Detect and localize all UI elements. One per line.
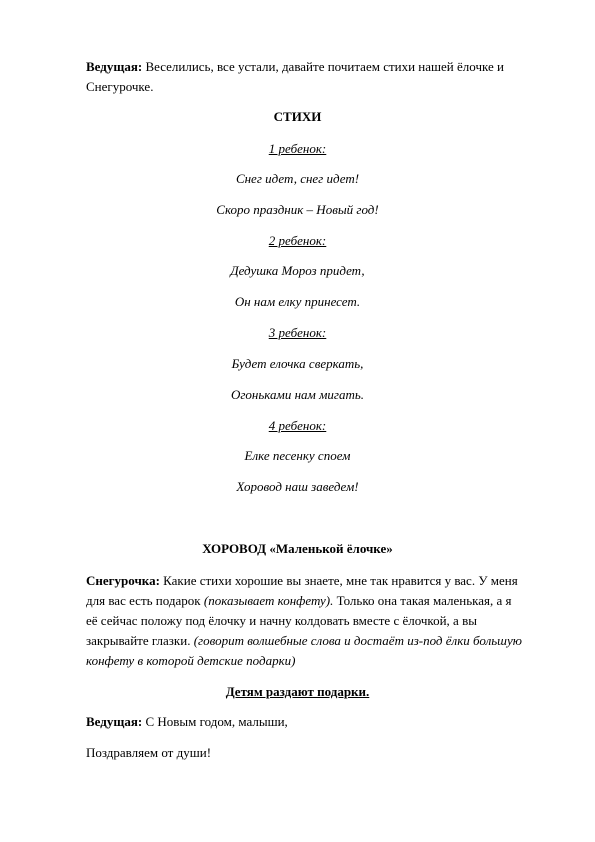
- khorovod-heading: ХОРОВОД «Маленькой ёлочке»: [202, 541, 393, 556]
- poem-line: Снег идет, снег идет!: [235, 171, 360, 186]
- poem-line: Огоньками нам мигать.: [230, 387, 365, 402]
- poem-line: Елке песенку споем: [244, 448, 351, 463]
- closing-text: С Новым годом, малыши,: [142, 714, 288, 729]
- poems-heading: СТИХИ: [273, 109, 322, 124]
- speaker-label: Снегурочка:: [86, 573, 160, 588]
- closing-line: Поздравляем от души!: [86, 745, 212, 760]
- poem-line: Будет елочка сверкать,: [231, 356, 364, 371]
- snegurochka-text: Какие стихи хорошие вы знаете, мне так нравится у вас. У меня для вас есть подарок: [86, 573, 518, 608]
- snegurochka-text: Только она такая маленькая, а я её сейчас положу под ёлочку и начну колдовать вместе с ёлочкой, а вы закрывайте глазки.: [86, 593, 512, 648]
- child-label-3: 3 ребенок:: [268, 325, 327, 340]
- child-label-1: 1 ребенок:: [268, 141, 327, 156]
- poem-line: Скоро праздник – Новый год!: [216, 202, 379, 217]
- poem-line: Дедушка Мороз придет,: [230, 263, 365, 278]
- poem-line: Он нам елку принесет.: [234, 294, 361, 309]
- intro-paragraph: [86, 57, 526, 97]
- snegurochka-paragraph: [86, 571, 526, 671]
- gifts-heading: Детям раздают подарки.: [225, 684, 370, 699]
- child-label-4: 4 ребенок:: [268, 418, 327, 433]
- speaker-label: Ведущая:: [86, 59, 143, 74]
- closing-paragraph: [86, 712, 526, 732]
- speaker-label: Ведущая:: [86, 714, 143, 729]
- stage-direction: (показывает конфету).: [203, 593, 334, 608]
- child-label-2: 2 ребенок:: [268, 233, 327, 248]
- stage-direction: (говорит волшебные слова и достаёт из-под ёлки большую конфету в которой детские подарки): [86, 633, 522, 668]
- intro-text: Веселились, все устали, давайте почитаем стихи нашей ёлочке и Снегурочке.: [86, 59, 504, 94]
- poem-line: Хоровод наш заведем!: [236, 479, 359, 494]
